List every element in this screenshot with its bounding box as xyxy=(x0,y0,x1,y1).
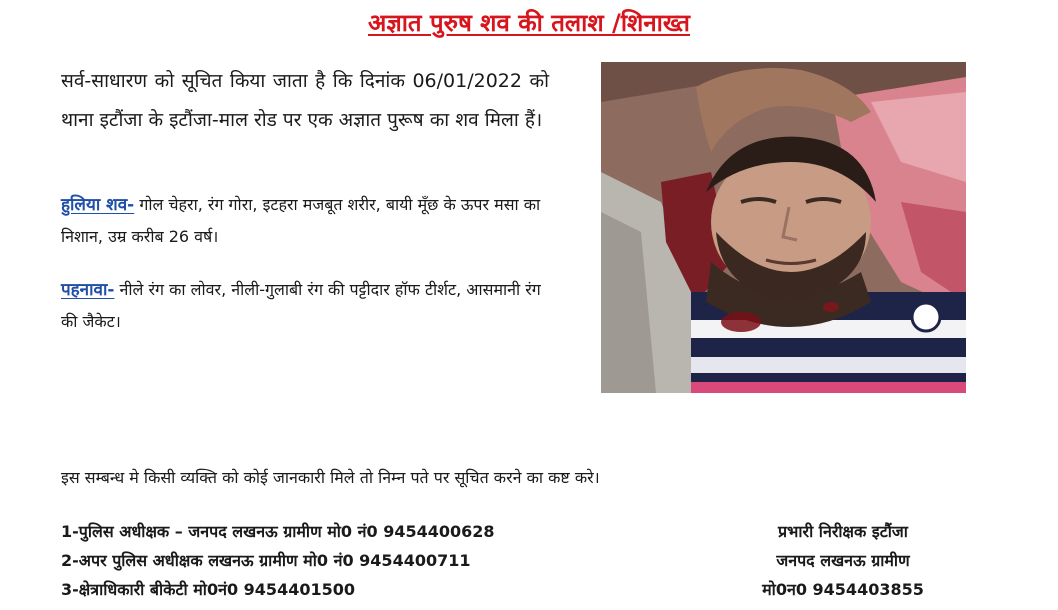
officer-title: प्रभारी निरीक्षक इटौंजा xyxy=(778,522,908,541)
deceased-photo xyxy=(601,62,966,393)
officer-district: जनपद लखनऊ ग्रामीण xyxy=(776,551,910,570)
intro-paragraph: सर्व-साधारण को सूचित किया जाता है कि दिनांक 06/01/2022 को थाना इटौंजा के इटौंजा-माल रोड पर एक अज्ञात पुरूष का शव मिला हैं। xyxy=(61,70,549,131)
contact-co: 3-क्षेत्राधिकारी बीकेटी मो0नं0 9454401500 xyxy=(61,580,355,599)
description-text: गोल चेहरा, रंग गोरा, इटहरा मजबूत शरीर, बायी मूँछ के ऊपर मसा का निशान, उम्र करीब 26 वर्ष। xyxy=(61,195,541,246)
contact-asp: 2-अपर पुलिस अधीक्षक लखनऊ ग्रामीण मो0 नं0 9454400711 xyxy=(61,551,471,570)
clothing-text: नीले रंग का लोवर, नीली-गुलाबी रंग की पट्टीदार हॉफ टीर्शट, आसमानी रंग की जैकेट। xyxy=(61,280,541,331)
clothing-label: पहनावा- xyxy=(61,280,115,300)
contact-list xyxy=(61,517,495,604)
description-paragraph xyxy=(61,189,549,252)
notice-title: अज्ञात पुरुष शव की तलाश /शिनाख्त xyxy=(368,9,690,37)
officer-phone: मो0न0 9454403855 xyxy=(762,580,924,599)
description-label: हुलिया शव- xyxy=(61,195,135,215)
contact-sp: 1-पुलिस अधीक्षक – जनपद लखनऊ ग्रामीण मो0 नं0 9454400628 xyxy=(61,522,495,541)
station-officer-block xyxy=(718,517,968,604)
contact-request: इस सम्बन्ध मे किसी व्यक्ति को कोई जानकारी मिले तो निम्न पते पर सूचित करने का कष्ट करे। xyxy=(61,468,600,487)
clothing-paragraph xyxy=(61,274,549,337)
